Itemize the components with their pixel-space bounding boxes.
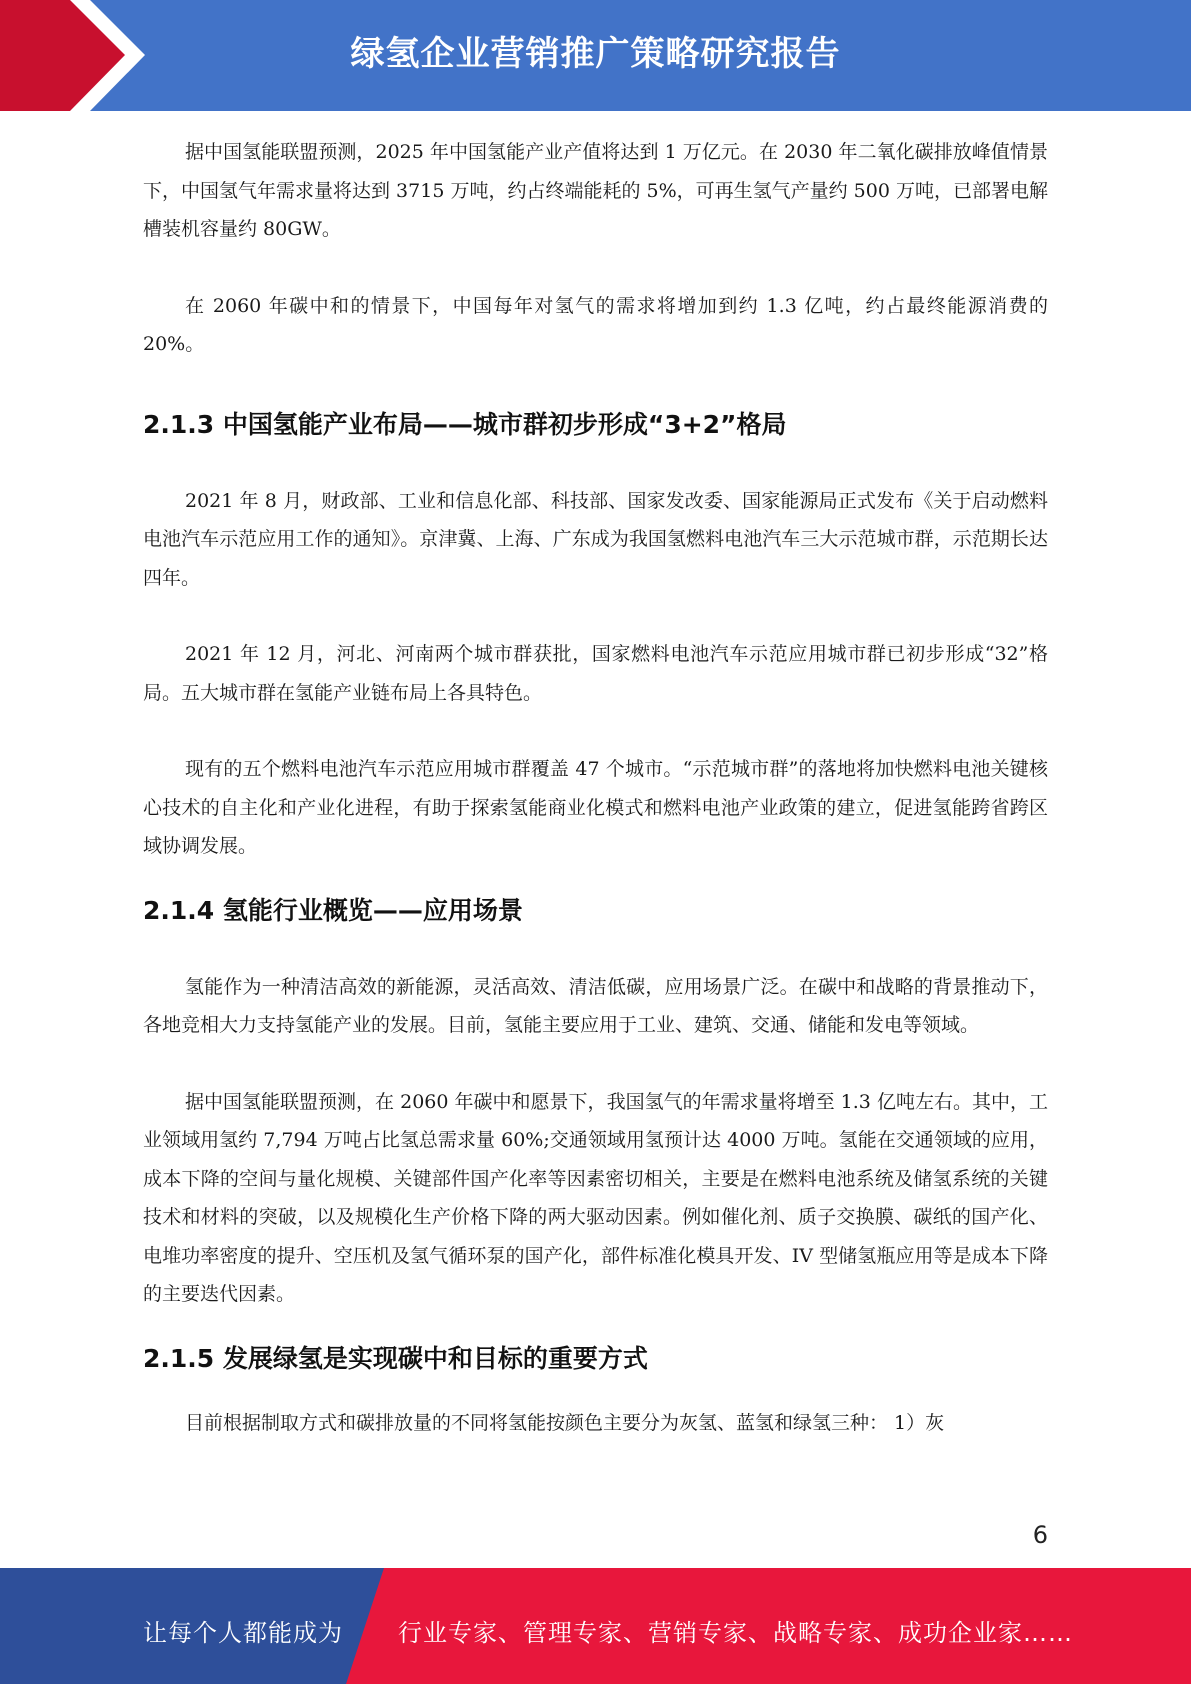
paragraph-city-cluster-approval: 2021 年 12 月，河北、河南两个城市群获批，国家燃料电池汽车示范应用城市群已初步形成“32”格局。五大城市群在氢能产业链布局上各具特色。 (143, 643, 1048, 704)
footer-slogan-left: 让每个人都能成为 (143, 1619, 343, 1647)
section-heading-2-1-5: 2.1.5 发展绿氢是实现碳中和目标的重要方式 (143, 1343, 648, 1373)
page-content (143, 133, 1048, 1442)
section-heading-2-1-4: 2.1.4 氢能行业概览——应用场景 (143, 895, 523, 925)
section-heading-2-1-3: 2.1.3 中国氢能产业布局——城市群初步形成“3+2”格局 (143, 409, 787, 439)
paragraph-hydrogen-colors: 目前根据制取方式和碳排放量的不同将氢能按颜色主要分为灰氢、蓝氢和绿氢三种： 1）灰 (185, 1411, 945, 1434)
paragraph-hydrogen-forecast-2060: 在 2060 年碳中和的情景下，中国每年对氢气的需求将增加到约 1.3 亿吨，约占最终能源消费的 20%。 (143, 294, 1048, 355)
page-number: 6 (1032, 1521, 1048, 1549)
report-title: 绿氢企业营销推广策略研究报告 (350, 34, 841, 74)
paragraph-hydrogen-demand-2060: 据中国氢能联盟预测，在 2060 年碳中和愿景下，我国氢气的年需求量将增至 1.3 亿吨左右。其中，工业领域用氢约 7,794 万吨占比氢总需求量 60%;交通领域用氢预计达 4000 万吨。氢能在交通领域的应用，成本下降的空间与量化规模、关键部件国产化率等因素密切相关，主要是在燃料电池系统及储氢系统的关键技术和材料的突破，以及规模化生产价格下降的两大驱动因素。例如催化剂、质子交换膜、碳纸的国产化、电堆功率密度的提升、空压机及氢气循环泵的国产化，部件标准化模具开发、IV 型储氢瓶应用等是成本下降的主要迭代因素。 (143, 1090, 1048, 1305)
paragraph-demo-city-clusters: 2021 年 8 月，财政部、工业和信息化部、科技部、国家发改委、国家能源局正式发布《关于启动燃料电池汽车示范应用工作的通知》。京津冀、上海、广东成为我国氢燃料电池汽车三大示范城市群，示范期长达四年。 (143, 489, 1048, 589)
paragraph-five-city-clusters: 现有的五个燃料电池汽车示范应用城市群覆盖 47 个城市。“示范城市群”的落地将加快燃料电池关键核心技术的自主化和产业化进程，有助于探索氢能商业化模式和燃料电池产业政策的建立，促进氢能跨省跨区域协调发展。 (143, 758, 1048, 857)
page-footer (0, 1568, 1191, 1684)
page-header (0, 0, 1191, 111)
footer-slogan-right: 行业专家、管理专家、营销专家、战略专家、成功企业家…… (398, 1619, 1073, 1647)
paragraph-hydrogen-forecast-2030: 据中国氢能联盟预测，2025 年中国氢能产业产值将达到 1 万亿元。在 2030 年二氧化碳排放峰值情景下，中国氢气年需求量将达到 3715 万吨，约占终端能耗的 5%，可再生氢气产量约 500 万吨，已部署电解槽装机容量约 80GW。 (143, 141, 1048, 240)
paragraph-application-scenarios: 氢能作为一种清洁高效的新能源，灵活高效、清洁低碳，应用场景广泛。在碳中和战略的背景推动下，各地竞相大力支持氢能产业的发展。目前，氢能主要应用于工业、建筑、交通、储能和发电等领域。 (143, 975, 1048, 1036)
